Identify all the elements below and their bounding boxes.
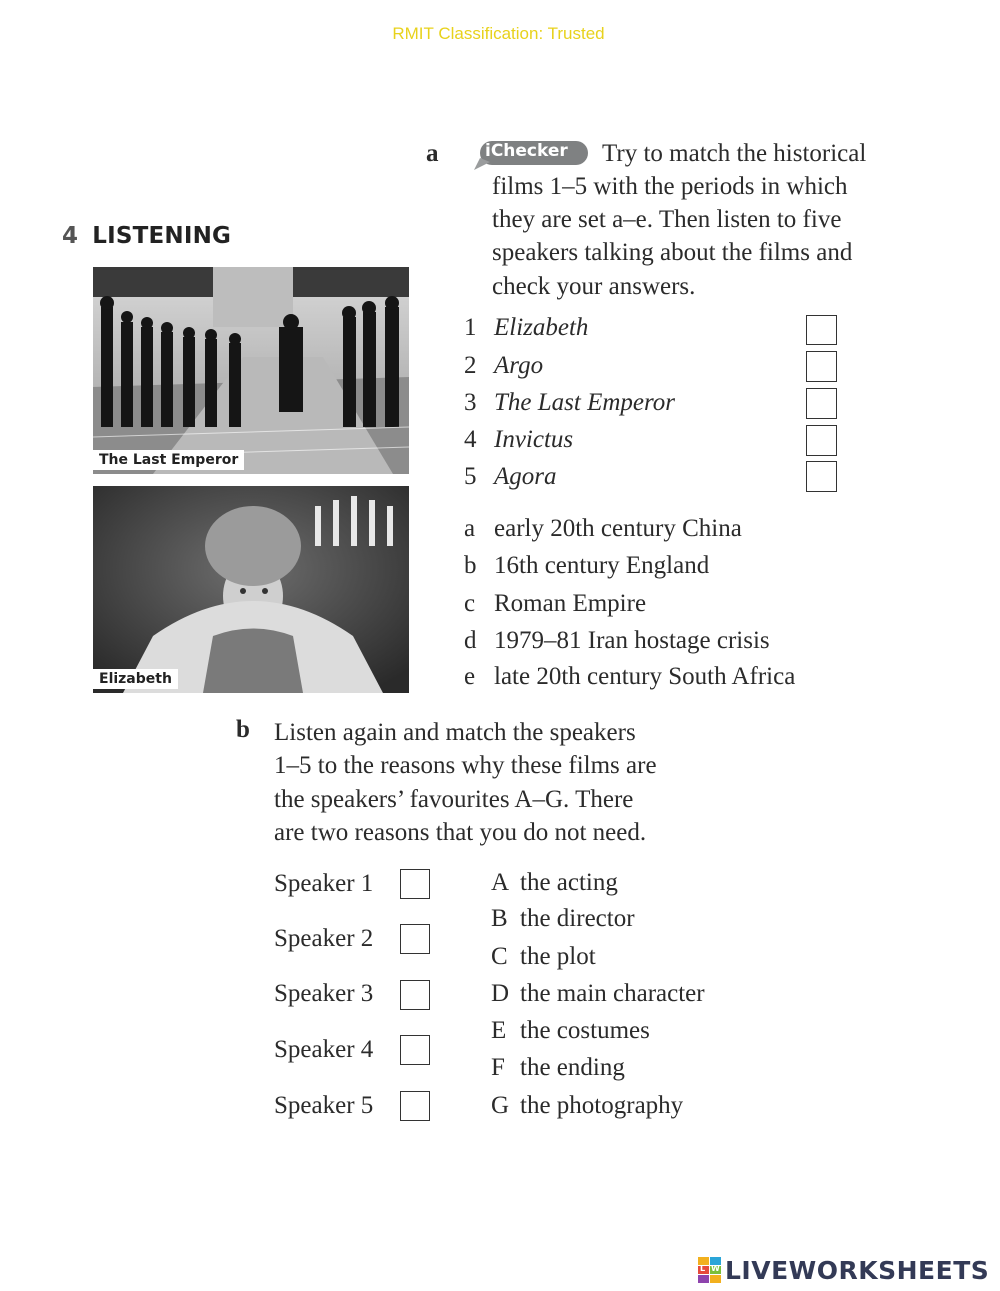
period-key: b — [464, 552, 477, 579]
period-item — [464, 590, 646, 618]
part-b-instruction-line-1: Listen again and match the speakers — [274, 719, 636, 746]
photo-last-emperor — [93, 267, 409, 474]
film-number: 1 — [464, 314, 477, 341]
logo-mark-letter: W — [711, 1263, 720, 1273]
film-title: Invictus — [494, 426, 574, 453]
film-title: The Last Emperor — [494, 389, 676, 416]
period-key: a — [464, 515, 476, 542]
liveworksheets-logo-text: LIVEWORKSHEETS — [725, 1255, 990, 1285]
speaker-label: Speaker 4 — [274, 1036, 374, 1063]
period-item — [464, 515, 742, 543]
section-title: LISTENING — [92, 223, 232, 249]
film-number: 4 — [464, 426, 477, 453]
reason-item — [491, 869, 618, 897]
reason-item — [491, 980, 705, 1008]
part-a-instruction-line-1: Try to match the historical — [602, 140, 867, 167]
film-4-answer-box[interactable] — [806, 425, 837, 456]
liveworksheets-logo[interactable] — [698, 1255, 989, 1285]
speaker-label: Speaker 1 — [274, 870, 374, 897]
film-3-answer-box[interactable] — [806, 388, 837, 419]
speaker-3-answer-box[interactable] — [400, 980, 430, 1010]
film-title: Elizabeth — [494, 314, 589, 341]
reason-key: E — [491, 1017, 507, 1044]
period-text: early 20th century China — [494, 515, 742, 542]
speaker-1-answer-box[interactable] — [400, 869, 430, 899]
reason-item — [491, 1054, 625, 1082]
reason-key: D — [491, 980, 510, 1007]
part-b-instruction-line-2: 1–5 to the reasons why these films are — [274, 752, 657, 779]
period-item — [464, 627, 770, 655]
section-number: 4 — [62, 223, 79, 249]
speaker-label: Speaker 2 — [274, 925, 374, 952]
part-b-letter: b — [236, 716, 250, 743]
speaker-label: Speaker 3 — [274, 980, 374, 1007]
photo-last-emperor-image — [93, 267, 409, 474]
film-1-answer-box[interactable] — [806, 315, 837, 345]
part-b-instruction-line-3: the speakers’ favourites A–G. There — [274, 786, 634, 813]
reason-text: the photography — [520, 1092, 684, 1119]
part-a-letter: a — [426, 140, 439, 167]
speaker-5-answer-box[interactable] — [400, 1091, 430, 1121]
film-item — [464, 314, 588, 342]
reason-item — [491, 905, 635, 933]
period-text: late 20th century South Africa — [494, 663, 796, 690]
reason-text: the plot — [520, 943, 596, 970]
logo-mark-letter: L — [700, 1263, 706, 1273]
reason-text: the ending — [520, 1054, 625, 1081]
photo-caption-elizabeth: Elizabeth — [93, 669, 178, 689]
reason-key: F — [491, 1054, 505, 1081]
ichecker-badge[interactable] — [474, 138, 592, 170]
film-number: 5 — [464, 463, 477, 490]
photo-elizabeth — [93, 486, 409, 693]
speaker-label: Speaker 5 — [274, 1092, 374, 1119]
period-text: 16th century England — [494, 552, 710, 579]
film-5-answer-box[interactable] — [806, 461, 837, 492]
reason-text: the main character — [520, 980, 705, 1007]
film-number: 3 — [464, 389, 477, 416]
part-a-instruction-line-5: check your answers. — [492, 273, 696, 300]
ichecker-badge-label: iChecker — [485, 141, 568, 161]
period-key: e — [464, 663, 476, 690]
film-title: Agora — [494, 463, 557, 490]
reason-key: C — [491, 943, 508, 970]
film-number: 2 — [464, 352, 477, 379]
liveworksheets-logo-icon — [698, 1257, 722, 1284]
period-text: Roman Empire — [494, 590, 647, 617]
period-text: 1979–81 Iran hostage crisis — [494, 627, 770, 654]
reason-text: the acting — [520, 869, 618, 896]
film-item — [464, 426, 573, 454]
part-b-instruction-line-4: are two reasons that you do not need. — [274, 819, 647, 846]
period-item — [464, 663, 795, 691]
film-2-answer-box[interactable] — [806, 351, 837, 382]
film-title: Argo — [494, 352, 544, 379]
period-key: d — [464, 627, 477, 654]
film-item — [464, 463, 557, 491]
period-key: c — [464, 590, 476, 617]
classification-label: RMIT Classification: Trusted — [392, 24, 605, 43]
photo-caption-last-emperor: The Last Emperor — [93, 450, 244, 470]
reason-key: A — [491, 869, 510, 896]
reason-item — [491, 1092, 683, 1120]
reason-item — [491, 1017, 650, 1045]
part-a-instruction-line-2: films 1–5 with the periods in which — [492, 173, 848, 200]
period-item — [464, 552, 709, 580]
reason-text: the costumes — [520, 1017, 650, 1044]
photo-elizabeth-image — [93, 486, 409, 693]
part-a-instruction-line-4: speakers talking about the films and — [492, 239, 853, 266]
part-a-instruction-line-3: they are set a–e. Then listen to five — [492, 206, 842, 233]
reason-key: G — [491, 1092, 510, 1119]
reason-item — [491, 943, 596, 971]
speaker-2-answer-box[interactable] — [400, 924, 430, 954]
reason-key: B — [491, 905, 508, 932]
film-item — [464, 352, 543, 380]
reason-text: the director — [520, 905, 635, 932]
film-item — [464, 389, 675, 417]
speaker-4-answer-box[interactable] — [400, 1035, 430, 1065]
section-heading — [62, 223, 231, 249]
